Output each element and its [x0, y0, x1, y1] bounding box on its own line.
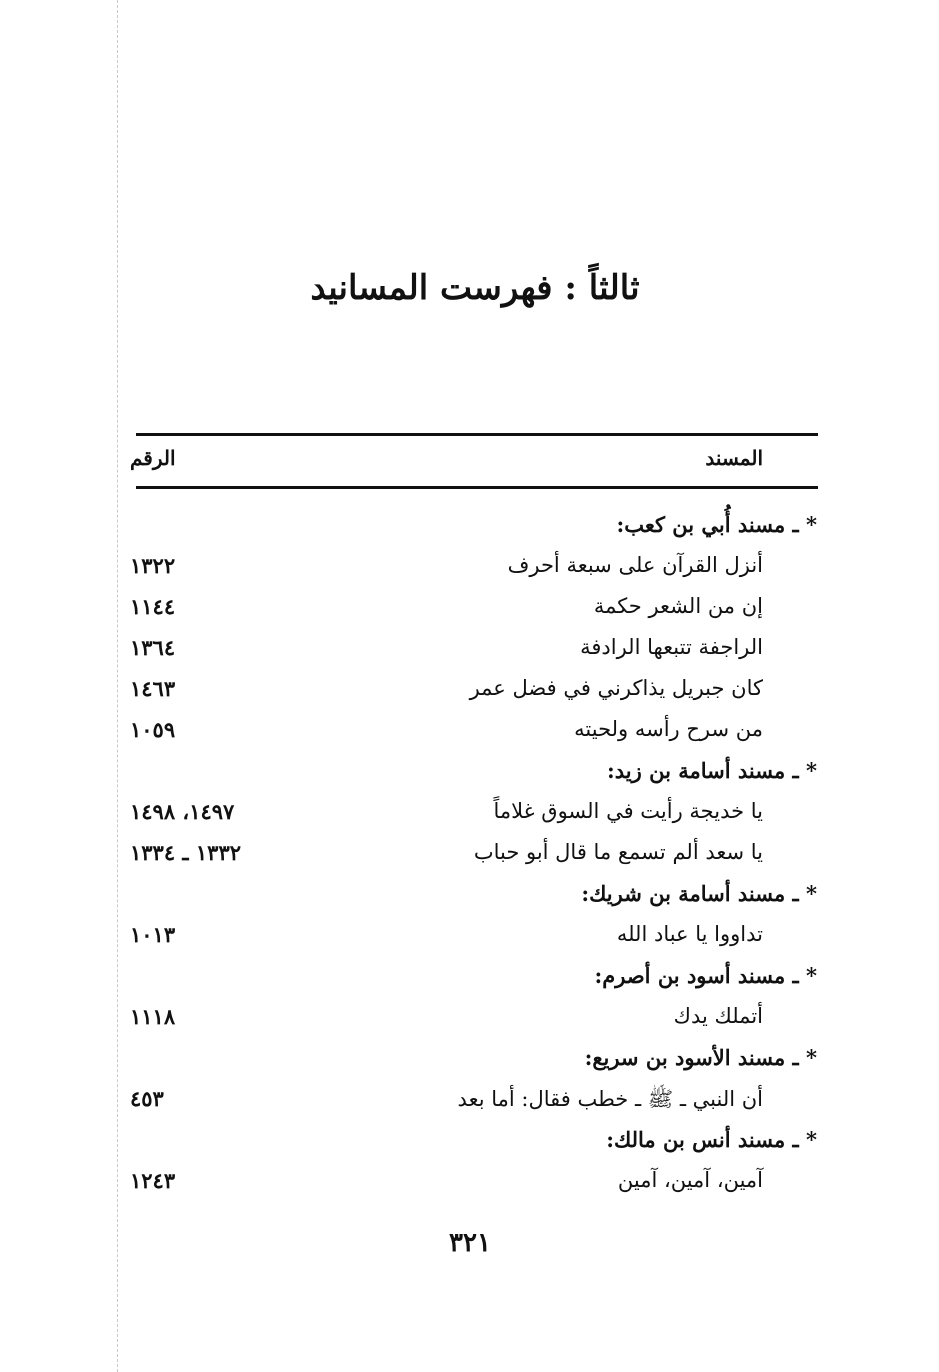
column-header-number: الرقم — [130, 446, 176, 470]
hadith-text: من سرح رأسه ولحيته — [574, 717, 763, 741]
hadith-number: ١٤٦٣ — [130, 676, 176, 701]
list-item — [0, 834, 939, 875]
hadith-number: ١٠٥٩ — [130, 717, 176, 742]
section-title: * ـ مسند أُبي بن كعب: — [616, 512, 817, 537]
hadith-text: آمين، آمين، آمين — [617, 1168, 763, 1192]
table-top-rule — [136, 433, 818, 436]
hadith-number: ١١٤٤ — [130, 594, 176, 619]
section-title: * ـ مسند أسامة بن شريك: — [581, 881, 817, 906]
list-item — [0, 588, 939, 629]
section-row — [0, 1121, 939, 1162]
hadith-number: ١٣٢٢ — [130, 553, 176, 578]
list-item — [0, 629, 939, 670]
column-header-musnad: المسند — [705, 446, 763, 470]
page-number: ٣٢١ — [449, 1228, 491, 1258]
section-title: * ـ مسند أسود بن أصرم: — [594, 963, 817, 988]
list-item — [0, 711, 939, 752]
hadith-text: تداووا يا عباد الله — [616, 922, 763, 946]
hadith-text: يا خديجة رأيت في السوق غلاماً — [493, 799, 763, 823]
list-item — [0, 916, 939, 957]
hadith-number: ١٢٤٣ — [130, 1168, 176, 1193]
hadith-text: إن من الشعر حكمة — [593, 594, 763, 618]
hadith-number: ١٣٣٢ ـ ١٣٣٤ — [130, 840, 242, 865]
list-item — [0, 998, 939, 1039]
page-title: ثالثاً : فهرست المسانيد — [310, 268, 640, 308]
section-row — [0, 1039, 939, 1080]
hadith-number: ٤٥٣ — [130, 1086, 164, 1111]
hadith-text: كان جبريل يذاكرني في فضل عمر — [469, 676, 763, 700]
hadith-number: ١٠١٣ — [130, 922, 176, 947]
list-item — [0, 547, 939, 588]
list-item — [0, 670, 939, 711]
hadith-text: أن النبي ـ ﷺ ـ خطب فقال: أما بعد — [457, 1087, 763, 1111]
hadith-text: أتملك يدك — [673, 1004, 763, 1028]
list-item — [0, 793, 939, 834]
section-row — [0, 957, 939, 998]
hadith-number: ١٣٦٤ — [130, 635, 176, 660]
hadith-text: يا سعد ألم تسمع ما قال أبو حباب — [473, 840, 763, 864]
index-list — [0, 506, 939, 1203]
hadith-number: ١١١٨ — [130, 1004, 176, 1029]
section-title: * ـ مسند أسامة بن زيد: — [607, 758, 817, 783]
hadith-text: الراجفة تتبعها الرادفة — [580, 635, 763, 659]
table-header-rule — [136, 486, 818, 489]
list-item — [0, 1162, 939, 1203]
section-title: * ـ مسند الأسود بن سريع: — [584, 1045, 817, 1070]
hadith-number: ١٤٩٧، ١٤٩٨ — [130, 799, 235, 824]
section-title: * ـ مسند أنس بن مالك: — [606, 1127, 817, 1152]
section-row — [0, 875, 939, 916]
section-row — [0, 506, 939, 547]
hadith-text: أنزل القرآن على سبعة أحرف — [507, 553, 763, 577]
section-row — [0, 752, 939, 793]
list-item — [0, 1080, 939, 1121]
